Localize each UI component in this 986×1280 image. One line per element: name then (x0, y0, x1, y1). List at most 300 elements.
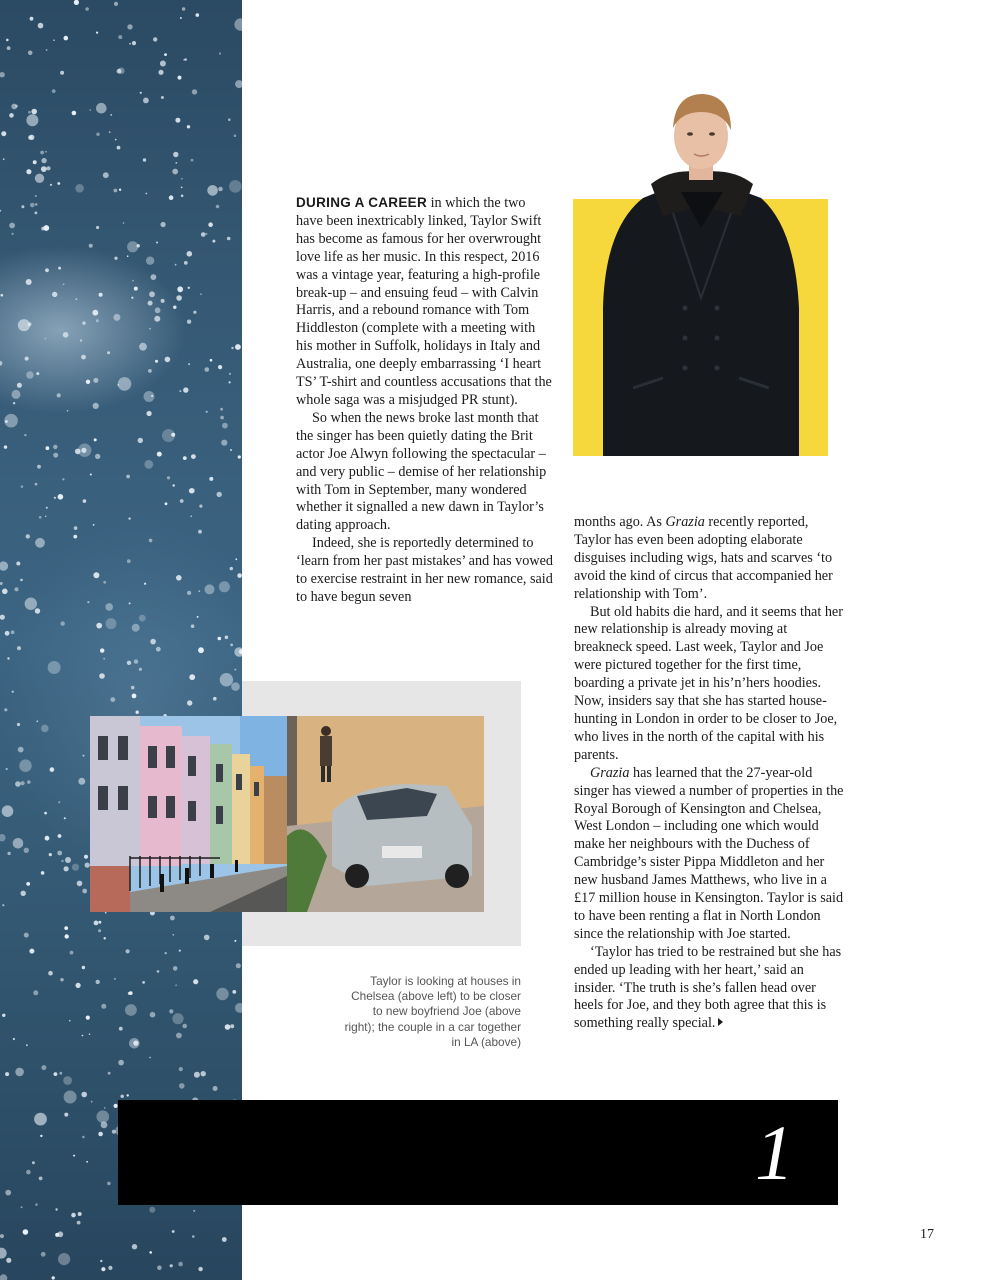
bokeh-dot (21, 891, 26, 896)
bokeh-dot (82, 1136, 85, 1139)
bokeh-dot (63, 332, 69, 338)
bokeh-dot (183, 59, 185, 61)
bokeh-dot (64, 1113, 68, 1117)
bokeh-dot (206, 411, 208, 413)
bokeh-dot (85, 7, 89, 11)
bokeh-dot (187, 251, 193, 257)
bokeh-dot (80, 339, 82, 341)
bokeh-dot (26, 169, 31, 174)
bokeh-dot (193, 1210, 195, 1212)
bokeh-dot (53, 453, 58, 458)
bokeh-dot (107, 351, 110, 354)
bokeh-dot (192, 89, 197, 94)
bokeh-dot (67, 410, 69, 412)
bokeh-dot (45, 516, 47, 518)
bokeh-dot (208, 222, 213, 227)
bokeh-dot (220, 408, 223, 411)
bokeh-dot (123, 222, 125, 224)
bokeh-dot (222, 1237, 227, 1242)
bokeh-dot (15, 1068, 24, 1077)
bokeh-dot (160, 61, 166, 67)
bokeh-dot (92, 310, 98, 316)
bokeh-dot (175, 984, 177, 986)
bokeh-dot (30, 203, 35, 208)
bokeh-dot (17, 723, 20, 726)
bokeh-dot (103, 172, 109, 178)
bokeh-dot (39, 516, 42, 519)
bokeh-dot (191, 159, 194, 162)
bokeh-dot (5, 631, 10, 636)
bokeh-dot (172, 169, 178, 175)
bokeh-dot (213, 697, 217, 701)
bokeh-dot (117, 146, 121, 150)
bokeh-dot (126, 475, 130, 479)
bokeh-dot (219, 581, 230, 592)
bokeh-dot (169, 195, 174, 200)
bokeh-dot (137, 244, 140, 247)
article-paragraph-1 (296, 194, 554, 410)
bokeh-dot (201, 1071, 206, 1076)
bokeh-dot (63, 1076, 72, 1085)
bokeh-dot (176, 295, 182, 301)
bokeh-dot (172, 934, 174, 936)
bokeh-dot (89, 244, 93, 248)
bokeh-dot (17, 646, 21, 650)
bokeh-dot (41, 871, 45, 875)
bokeh-dot (144, 460, 153, 469)
bokeh-dot (217, 492, 222, 497)
bokeh-dot (212, 240, 215, 243)
bokeh-dot (0, 1248, 7, 1259)
bokeh-dot (36, 720, 38, 722)
bokeh-dot (132, 624, 140, 632)
bokeh-dot (35, 1203, 38, 1206)
bokeh-dot (54, 497, 56, 499)
bokeh-dot (138, 438, 143, 443)
bokeh-dot (31, 109, 37, 115)
bokeh-dot (52, 1276, 55, 1279)
bokeh-dot (61, 621, 65, 625)
bokeh-dot (105, 603, 113, 611)
bokeh-dot (149, 539, 153, 543)
bokeh-dot (201, 232, 206, 237)
bokeh-dot (179, 1067, 183, 1071)
bokeh-dot (178, 1262, 183, 1267)
bokeh-dot (148, 301, 153, 306)
bokeh-dot (39, 1177, 43, 1181)
bokeh-dot (44, 812, 47, 815)
bokeh-dot (72, 111, 77, 116)
bokeh-dot (213, 1086, 218, 1091)
bokeh-dot (231, 682, 240, 691)
bokeh-dot (6, 39, 9, 42)
bokeh-dot (45, 338, 47, 340)
bokeh-dot (98, 1132, 103, 1137)
bokeh-dot (55, 1208, 57, 1210)
bokeh-dot (209, 477, 213, 481)
bokeh-dot (173, 152, 178, 157)
bokeh-dot (50, 184, 52, 186)
bokeh-dot (35, 203, 38, 206)
bokeh-dot (53, 445, 57, 449)
bokeh-dot (210, 359, 213, 362)
bokeh-dot (234, 669, 236, 671)
bokeh-dot (91, 1101, 93, 1103)
bokeh-dot (127, 241, 138, 252)
bokeh-dot (157, 1266, 162, 1271)
bokeh-dot (57, 1231, 63, 1237)
magazine-name-italic: Grazia (590, 764, 630, 781)
bokeh-dot (7, 852, 10, 855)
bokeh-dot (127, 1094, 129, 1096)
bokeh-dot (169, 1009, 173, 1013)
bokeh-dot (24, 848, 29, 853)
bokeh-dot (110, 114, 112, 116)
bokeh-dot (114, 978, 116, 980)
bokeh-dot (48, 971, 53, 976)
bokeh-dot (89, 1033, 91, 1035)
bokeh-dot (176, 575, 182, 581)
bokeh-dot (187, 591, 191, 595)
bokeh-dot (23, 1229, 29, 1235)
bokeh-dot (170, 916, 175, 921)
bokeh-dot (238, 455, 241, 458)
bokeh-dot (182, 1024, 187, 1029)
bokeh-dot (107, 1182, 111, 1186)
bokeh-dot (45, 151, 47, 153)
bokeh-dot (105, 912, 107, 914)
bokeh-dot (54, 1072, 58, 1076)
bokeh-dot (0, 72, 5, 77)
bokeh-dot (28, 111, 31, 114)
bokeh-dot (170, 1264, 173, 1267)
bokeh-dot (4, 708, 7, 711)
bokeh-dot (220, 416, 224, 420)
bokeh-dot (52, 89, 56, 93)
bokeh-dot (144, 583, 146, 585)
bokeh-dot (28, 51, 33, 56)
bokeh-dot (218, 637, 222, 641)
paragraph-3-cont-text-a: months ago. As (574, 514, 666, 530)
bokeh-dot (97, 1110, 110, 1123)
bokeh-dot (193, 979, 198, 984)
bokeh-dot (220, 673, 233, 686)
bokeh-dot (21, 781, 25, 785)
bokeh-dot (216, 205, 220, 209)
bokeh-dot (189, 488, 195, 494)
bokeh-dot (9, 113, 14, 118)
bokeh-dot (78, 1212, 82, 1216)
bokeh-dot (5, 1190, 11, 1196)
bokeh-dot (82, 966, 85, 969)
bokeh-dot (81, 1092, 87, 1098)
bokeh-dot (41, 166, 47, 172)
bokeh-dot (82, 1035, 84, 1037)
bokeh-dot (40, 1135, 42, 1137)
bokeh-dot (222, 423, 228, 429)
bokeh-dot (36, 372, 39, 375)
bokeh-dot (3, 158, 5, 160)
paragraph-3-cont-text-b: recently reported, Taylor has even been adopting elaborate disguises including wigs, hats and scarves ‘to avoid the kind of circus that accompanied her relationship with Tom’. (574, 514, 833, 602)
bokeh-dot (119, 189, 121, 191)
bokeh-dot (6, 768, 8, 770)
bokeh-dot (30, 17, 34, 21)
bokeh-dot (191, 454, 196, 459)
bokeh-dot (34, 1113, 47, 1126)
photo-chelsea-street (90, 716, 287, 912)
bokeh-dot (93, 403, 99, 409)
bokeh-dot (175, 162, 177, 164)
bokeh-dot (235, 80, 242, 88)
bokeh-dot (221, 440, 227, 446)
bokeh-dot (165, 502, 168, 505)
bokeh-dot (35, 212, 38, 215)
bokeh-dot (12, 233, 14, 235)
bokeh-dot (161, 222, 166, 227)
bokeh-dot (178, 76, 182, 80)
bokeh-dot (50, 767, 55, 772)
bokeh-dot (114, 189, 118, 193)
bokeh-dot (2, 1014, 5, 1017)
bokeh-dot (129, 602, 131, 604)
bokeh-dot (149, 1251, 152, 1254)
paragraph-5-text: has learned that the 27-year-old singer has viewed a number of properties in the Royal Borough of Kensington and Chelsea, West London – including one which would make her neighbours with the Duchess of Cambridge’s sister Pippa Middleton and her new husband James Matthews, who live in a £17 million house in Kensington. Taylor is said to have been renting a flat in North London since the relationship with Joe started. (574, 764, 844, 942)
bokeh-dot (71, 1213, 76, 1218)
bokeh-dot (227, 237, 231, 241)
bokeh-dot (41, 1065, 46, 1070)
bokeh-dot (232, 990, 236, 994)
bokeh-dot (190, 515, 192, 517)
bokeh-dot (64, 926, 68, 930)
bokeh-dot (35, 483, 38, 486)
bokeh-dot (218, 187, 223, 192)
bokeh-dot (188, 363, 190, 365)
bokeh-dot (121, 1095, 124, 1098)
bokeh-dot (229, 381, 231, 383)
bokeh-dot (100, 648, 104, 652)
bokeh-dot (181, 178, 183, 180)
bokeh-dot (95, 454, 100, 459)
bokeh-dot (58, 267, 61, 270)
bokeh-dot (165, 952, 167, 954)
bokeh-dot (179, 950, 181, 952)
bokeh-dot (35, 174, 44, 183)
bokeh-dot (24, 933, 29, 938)
bokeh-dot (65, 934, 69, 938)
bokeh-dot (69, 1020, 71, 1022)
bokeh-dot (198, 1267, 202, 1271)
bokeh-dot (99, 673, 105, 679)
bokeh-dot (207, 185, 218, 196)
bokeh-dot (132, 694, 137, 699)
bokeh-dot (81, 448, 86, 453)
bokeh-dot (96, 319, 99, 322)
bokeh-dot (131, 297, 133, 299)
bokeh-dot (149, 1207, 155, 1213)
bokeh-dot (128, 517, 130, 519)
bokeh-dot (98, 929, 101, 932)
bokeh-dot (193, 311, 196, 314)
bokeh-dot (48, 661, 61, 674)
bokeh-dot (173, 966, 178, 971)
bokeh-dot (35, 195, 37, 197)
bokeh-dot (99, 921, 102, 924)
bokeh-dot (165, 357, 171, 363)
bokeh-dot (171, 433, 175, 437)
bokeh-dot (26, 1170, 31, 1175)
bokeh-dot (205, 233, 207, 235)
bokeh-dot (183, 456, 187, 460)
bokeh-dot (216, 988, 228, 1000)
bokeh-dot (200, 293, 202, 295)
bokeh-dot (64, 866, 69, 871)
section-number: 1 (755, 1109, 794, 1196)
bokeh-dot (96, 980, 100, 984)
photo-couple-in-car-la (287, 716, 484, 912)
bokeh-dot (151, 395, 153, 397)
bokeh-dot (83, 755, 85, 757)
bokeh-dot (96, 31, 98, 33)
bokeh-dot (26, 1044, 28, 1046)
bokeh-dot (229, 180, 242, 193)
bokeh-dot (64, 1091, 77, 1104)
bokeh-dot (82, 321, 85, 324)
bokeh-dot (28, 322, 32, 326)
bokeh-dot (58, 834, 62, 838)
bokeh-dot (228, 118, 231, 121)
bokeh-dot (104, 1107, 106, 1109)
bokeh-dot (74, 0, 79, 5)
bokeh-dot (13, 1038, 15, 1040)
bokeh-dot (2, 904, 4, 906)
bokeh-dot (53, 39, 55, 41)
bokeh-dot (187, 125, 190, 128)
bokeh-dot (118, 1060, 124, 1066)
bokeh-dot (118, 377, 132, 391)
bokeh-dot (129, 43, 131, 45)
bokeh-dot (0, 1234, 4, 1238)
bokeh-dot (57, 851, 62, 856)
bokeh-dot (181, 187, 183, 189)
bokeh-dot (234, 18, 242, 30)
bokeh-dot (81, 355, 86, 360)
bokeh-dot (154, 316, 160, 322)
bokeh-dot (101, 1004, 106, 1009)
bokeh-dot (27, 780, 31, 784)
bokeh-dot (73, 535, 77, 539)
bokeh-dot (149, 328, 151, 330)
bokeh-dot (62, 478, 64, 480)
section-number-bar (118, 1100, 838, 1205)
bokeh-dot (90, 109, 92, 111)
bokeh-dot (45, 268, 49, 272)
bokeh-dot (26, 114, 38, 126)
bokeh-dot (131, 686, 135, 690)
bokeh-dot (205, 367, 210, 372)
bokeh-dot (150, 639, 156, 645)
bokeh-dot (65, 857, 71, 863)
bokeh-dot (103, 658, 105, 660)
article-paragraph-3: Indeed, she is reportedly determined to ‘learn from her past mistakes’ and has vowed to exercise restraint in her new romance, said to have begun seven (296, 535, 553, 605)
bokeh-dot (70, 951, 74, 955)
paragraph-6-text: ‘Taylor has tried to be restrained but she has ended up leading with her heart,’ said an insider. ‘The truth is she’s fallen head over heels for Joe, and they both agree that this is something really special. (574, 943, 842, 1032)
bokeh-dot (231, 347, 233, 349)
bokeh-dot (191, 624, 195, 628)
bokeh-dot (32, 1161, 35, 1164)
bokeh-dot (58, 494, 64, 500)
bokeh-dot (100, 1260, 102, 1262)
bokeh-dot (26, 279, 32, 285)
bokeh-dot (167, 476, 170, 479)
bokeh-dot (198, 590, 200, 592)
bokeh-dot (155, 307, 161, 313)
end-of-article-arrow-icon (718, 1018, 723, 1026)
bokeh-dot (197, 616, 199, 618)
bokeh-dot (74, 526, 78, 530)
bokeh-dot (173, 484, 175, 486)
bokeh-dot (96, 133, 99, 136)
bokeh-dot (17, 383, 22, 388)
bokeh-dot (139, 343, 147, 351)
portrait-photo-man-in-coat (573, 88, 828, 456)
bokeh-dot (157, 970, 160, 973)
bokeh-dot (176, 1033, 182, 1039)
bokeh-dot (49, 853, 52, 856)
bokeh-dot (26, 882, 30, 886)
bokeh-dot (26, 534, 30, 538)
bokeh-dot (77, 1221, 81, 1225)
bokeh-dot (2, 589, 8, 595)
bokeh-dot (94, 921, 99, 926)
bokeh-dot (2, 805, 14, 817)
bokeh-dot (234, 940, 236, 942)
bokeh-dot (46, 166, 50, 170)
bokeh-dot (230, 567, 233, 570)
bokeh-dot (114, 257, 117, 260)
bokeh-dot (16, 562, 20, 566)
bokeh-dot (198, 530, 202, 534)
bokeh-dot (37, 465, 41, 469)
bokeh-dot (189, 674, 195, 680)
bokeh-dot (148, 369, 152, 373)
bokeh-dot (13, 402, 15, 404)
bokeh-dot (230, 644, 233, 647)
bokeh-dot (235, 1003, 242, 1013)
bokeh-dot (93, 524, 95, 526)
article-paragraph-2: So when the news broke last month that the singer has been quietly dating the Brit actor Joe Alwyn following the spectacular – and very public – demise of her relationship with Tom in September, many wondered whether it signalled a new dawn in Taylor’s dating approach. (296, 409, 547, 534)
bokeh-dot (4, 445, 7, 448)
bokeh-dot (19, 759, 32, 772)
bokeh-dot (46, 49, 48, 51)
bokeh-dot (149, 1057, 151, 1059)
bokeh-dot (119, 1027, 123, 1031)
bokeh-dot (5, 1072, 9, 1076)
bokeh-dot (94, 438, 97, 441)
bokeh-dot (146, 257, 154, 265)
bokeh-dot (63, 283, 65, 285)
bokeh-dot (87, 601, 89, 603)
bokeh-dot (180, 17, 182, 19)
bokeh-dot (1, 131, 6, 136)
bokeh-dot (45, 836, 50, 841)
bokeh-dot (41, 227, 45, 231)
paragraph-1-text: in which the two have been inextricably linked, Taylor Swift has become as famous for her overwrought love life as her music. In this respect, 2016 was a vintage year, featuring a high-profile break-up – and ensuing feud – with Calvin Harris, and a rebound romance with Tom Hiddleston (complete with a meeting with his mother in Suffolk, holidays in Italy and Australia, one deeply embarrassing ‘I heart TS’ T-shirt and countless accusations that the whole saga was a misjudged PR stunt). (296, 195, 552, 408)
bokeh-dot (1, 294, 4, 297)
bokeh-dot (110, 697, 115, 702)
lede-text: DURING A CAREER (296, 195, 428, 210)
bokeh-dot (14, 587, 18, 591)
bokeh-dot (57, 393, 61, 397)
